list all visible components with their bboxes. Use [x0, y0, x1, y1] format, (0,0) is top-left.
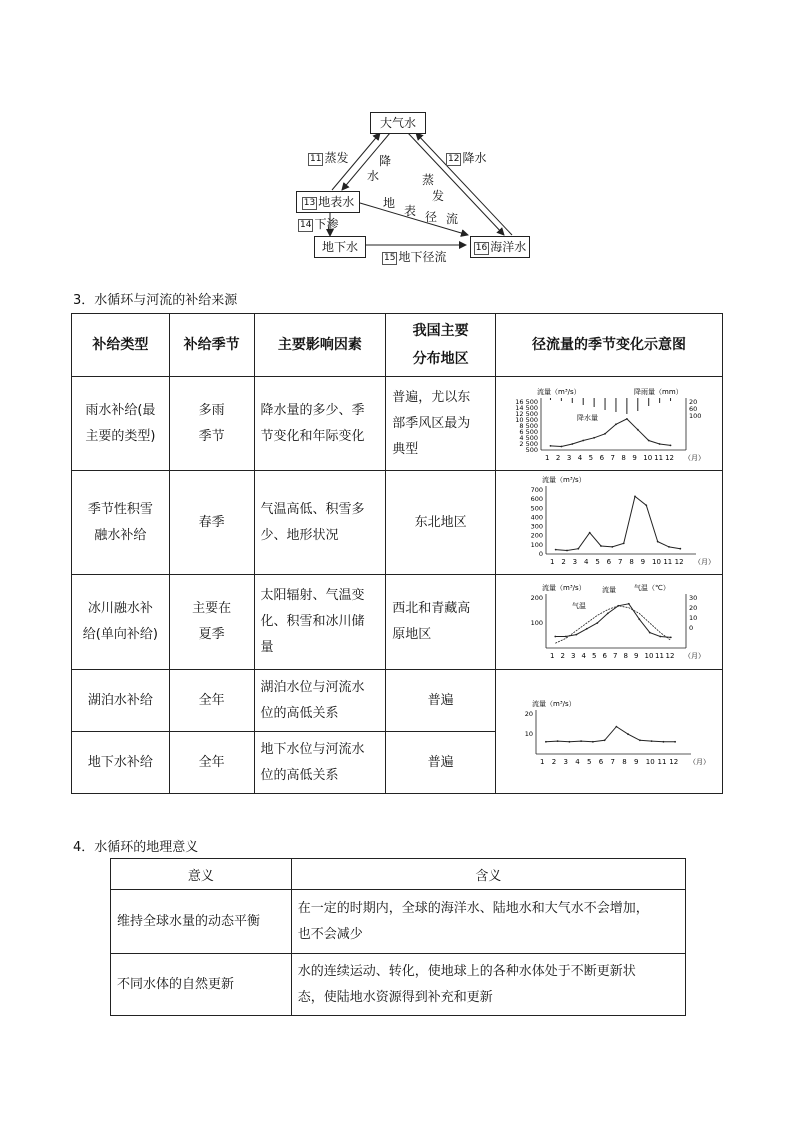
- cell-line: 太阳辐射、气温变: [260, 588, 365, 603]
- y2-tick-label: 60: [688, 404, 698, 413]
- header-recharge-type: 补给类型: [72, 314, 170, 377]
- header-distribution-line2: 分布地区: [412, 351, 469, 367]
- cell-line: 降水量的多少、季: [260, 402, 365, 418]
- cell-line: 冰川融水补: [87, 601, 153, 616]
- cell-line: 气温高低、积雪多: [260, 501, 365, 517]
- cell-line: 多雨: [198, 402, 225, 418]
- cell-line: 地下水位与河流水: [260, 741, 365, 757]
- runoff-point: [645, 504, 647, 506]
- inner-precip-char-1: 降: [379, 154, 392, 168]
- x-tick-label: 12: [665, 453, 674, 462]
- runoff-point: [565, 635, 567, 637]
- x-tick-label: 2: [561, 557, 566, 566]
- y-tick-label: 14 500: [515, 403, 538, 412]
- inner-evap-char-2: 发: [432, 189, 445, 203]
- runoff-point: [593, 436, 595, 438]
- x-tick-label: 8: [621, 453, 626, 462]
- node-ocean-water: [470, 236, 530, 258]
- runoff-point: [634, 495, 636, 497]
- runoff-point: [580, 740, 582, 742]
- y-tick-label: 400: [530, 512, 543, 521]
- runoff-point: [662, 740, 664, 742]
- runoff-point: [607, 612, 609, 614]
- y2-axis-label: 气温（℃）: [633, 583, 670, 592]
- runoff-point: [554, 635, 556, 637]
- header-significance: 意义: [111, 859, 292, 890]
- x-tick-label: 10: [645, 757, 655, 766]
- cell-line: 量: [260, 640, 274, 655]
- runoff-point: [626, 418, 628, 420]
- x-tick-label: 9: [632, 453, 637, 462]
- label-groundwater-flow: [382, 250, 446, 265]
- table3-header-row: [72, 314, 723, 377]
- cell-chart: [495, 575, 722, 670]
- x-tick-label: 12: [674, 557, 684, 566]
- runoff-point: [615, 725, 617, 727]
- y-axis-label: 流量（m³/s）: [541, 583, 586, 592]
- y-tick-label: 12 500: [515, 409, 538, 418]
- node-surface-water: [296, 191, 360, 213]
- y-tick-label: 20: [524, 709, 533, 718]
- cell-factors: [254, 575, 386, 670]
- x-tick-label: 5: [588, 453, 594, 462]
- inner-evap-char-1: 蒸: [422, 173, 435, 187]
- table-row: [72, 670, 723, 732]
- cell-factors: [254, 670, 386, 732]
- label-precipitation: [446, 151, 486, 166]
- runoff-point: [600, 545, 602, 547]
- cell-line: 西北和青藏高: [392, 601, 471, 616]
- runoff-point: [679, 547, 681, 549]
- runoff-point: [596, 622, 598, 624]
- cell-line: 雨水补给(最: [85, 402, 156, 418]
- temp-annotation: 气温: [571, 601, 586, 610]
- cell-type: 湖泊水补给: [72, 670, 170, 732]
- runoff-point: [637, 428, 639, 430]
- x-tick-label: 8: [629, 557, 634, 566]
- runoff-point: [592, 740, 594, 742]
- runoff-point: [648, 439, 650, 441]
- cell-type: [72, 575, 170, 670]
- runoff-point: [659, 443, 661, 445]
- y-tick-label: 10 500: [515, 415, 538, 424]
- snowmelt-recharge-chart: [496, 472, 721, 574]
- node-ocean-label: 海洋水: [490, 240, 527, 254]
- x-tick-label: 12: [665, 651, 675, 660]
- y2-axis-label: 降雨量（mm）: [633, 387, 683, 396]
- cell-line: 典型: [392, 441, 419, 457]
- cell-line: 部季风区最为: [392, 415, 471, 431]
- x-tick-label: 3: [572, 557, 578, 566]
- x-tick-label: 7: [617, 557, 623, 566]
- table-row: [72, 471, 723, 575]
- evaporation-text: 蒸发: [324, 151, 349, 165]
- runoff-series-line: [556, 496, 681, 550]
- cell-factors: [254, 377, 386, 471]
- y-tick-label: 10: [524, 729, 533, 738]
- cell-factors: [254, 732, 386, 794]
- runoff-point: [586, 627, 588, 629]
- x-tick-label: （月）: [683, 651, 705, 660]
- precip-annotation: 降水量: [576, 413, 598, 422]
- x-tick-label: 5: [595, 557, 600, 566]
- node-groundwater-label: 地下水: [321, 240, 358, 254]
- cell-season: 春季: [169, 471, 254, 575]
- cell-line: 水的连续运动、转化，使地球上的各种水体处于不断更新状: [297, 963, 636, 979]
- header-runoff-chart: 径流量的季节变化示意图: [495, 314, 722, 377]
- x-tick-label: 5: [586, 757, 592, 766]
- y2-tick-label: 20: [688, 603, 698, 612]
- runoff-point: [611, 546, 613, 548]
- x-tick-label: 10: [644, 651, 654, 660]
- cell-region: [386, 377, 496, 471]
- runoff-series-line: [546, 726, 675, 741]
- runoff-point: [628, 602, 630, 604]
- cell-type: 地下水补给: [72, 732, 170, 794]
- cell-chart: [495, 377, 722, 471]
- cell-significance: 维持全球水量的动态平衡: [111, 890, 292, 954]
- y-tick-label: 4 500: [519, 433, 538, 442]
- cell-line: 少、地形状况: [260, 527, 339, 543]
- cell-season: [169, 377, 254, 471]
- runoff-point: [555, 548, 557, 550]
- x-tick-label: 12: [669, 757, 679, 766]
- runoff-char-4: 流: [446, 212, 459, 226]
- header-recharge-season: 补给季节: [169, 314, 254, 377]
- cell-line: 也不会减少: [297, 926, 363, 942]
- label-infiltration: [298, 217, 338, 232]
- y2-tick-label: 10: [688, 613, 698, 622]
- x-tick-label: 4: [583, 557, 589, 566]
- y2-tick-label: 100: [688, 411, 702, 420]
- cell-line: 原地区: [392, 627, 432, 642]
- x-tick-label: 1: [539, 757, 545, 766]
- infiltration-text: 下渗: [314, 217, 339, 231]
- runoff-point: [568, 740, 570, 742]
- x-tick-label: 1: [544, 453, 550, 462]
- runoff-point: [566, 549, 568, 551]
- label-evaporation: [308, 151, 348, 166]
- runoff-point: [649, 631, 651, 633]
- runoff-point: [638, 618, 640, 620]
- runoff-point: [577, 547, 579, 549]
- x-tick-label: 8: [623, 651, 628, 660]
- evaporation-number: 11: [310, 154, 322, 164]
- cell-line: 主要在: [192, 601, 232, 616]
- y-tick-label: 16 500: [515, 397, 538, 406]
- runoff-point: [668, 546, 670, 548]
- cell-line: 化、积雪和冰川储: [260, 614, 365, 629]
- header-meaning: 含义: [291, 859, 685, 890]
- runoff-point: [659, 635, 661, 637]
- x-tick-label: 8: [622, 757, 627, 766]
- runoff-point: [670, 444, 672, 446]
- lake-groundwater-recharge-chart: [496, 672, 721, 792]
- y-tick-label: 100: [530, 618, 543, 627]
- y-axis-label: 流量（m³/s）: [541, 475, 586, 484]
- section-3-title: 3．水循环与河流的补给来源: [73, 293, 238, 308]
- cell-region: 普遍: [386, 732, 496, 794]
- table-row: [72, 377, 723, 471]
- table-row: [111, 890, 686, 954]
- cell-line: 季节: [198, 428, 225, 444]
- table-row: [72, 575, 723, 670]
- x-tick-label: 11: [654, 453, 664, 462]
- x-tick-label: 2: [551, 757, 557, 766]
- runoff-point: [604, 739, 606, 741]
- x-tick-label: 4: [581, 651, 586, 660]
- y-tick-label: 700: [530, 485, 543, 494]
- x-tick-label: 9: [640, 557, 646, 566]
- cell-line: 融水补给: [94, 527, 147, 543]
- node-atmospheric-water: [370, 112, 426, 134]
- x-tick-label: 1: [549, 557, 555, 566]
- precipitation-text: 降水: [462, 151, 487, 165]
- x-tick-label: 11: [654, 651, 664, 660]
- runoff-point: [604, 432, 606, 434]
- x-tick-label: （月）: [693, 557, 715, 566]
- cell-factors: [254, 471, 386, 575]
- x-tick-label: 7: [612, 651, 618, 660]
- groundwater-flow-number: 15: [384, 253, 396, 263]
- x-tick-label: 11: [657, 757, 667, 766]
- runoff-series-line: [550, 418, 670, 446]
- cell-meaning: [291, 954, 685, 1016]
- cell-season: 全年: [169, 732, 254, 794]
- runoff-point: [589, 531, 591, 533]
- x-tick-label: 6: [602, 651, 607, 660]
- cell-line: 给(单向补给): [82, 627, 158, 642]
- water-cycle-significance-table: [110, 858, 686, 1016]
- runoff-point: [674, 740, 676, 742]
- x-tick-label: 6: [598, 757, 604, 766]
- runoff-point: [557, 740, 559, 742]
- runoff-point: [639, 739, 641, 741]
- infiltration-number: 14: [300, 220, 312, 230]
- y-tick-label: 500: [530, 503, 543, 512]
- runoff-point: [657, 540, 659, 542]
- node-atmospheric-label: 大气水: [379, 116, 416, 130]
- cell-line: 湖泊水位与河流水: [260, 679, 365, 695]
- water-cycle-diagram: [290, 100, 540, 270]
- x-tick-label: 7: [610, 757, 615, 766]
- x-tick-label: 4: [575, 757, 580, 766]
- ocean-number: 16: [475, 243, 488, 253]
- x-tick-label: 10: [643, 453, 653, 462]
- glacier-recharge-chart: [496, 576, 721, 669]
- x-tick-label: 3: [563, 757, 568, 766]
- x-tick-label: 3: [570, 651, 576, 660]
- cell-line: 主要的类型): [85, 428, 156, 444]
- y2-tick-label: 0: [688, 623, 694, 632]
- x-tick-label: 2: [555, 453, 561, 462]
- cell-type: [72, 377, 170, 471]
- cell-line: 位的高低关系: [260, 705, 339, 721]
- cell-line: 态，使陆地水资源得到补充和更新: [297, 989, 493, 1005]
- cell-chart: [495, 471, 722, 575]
- runoff-point: [670, 636, 672, 638]
- flow-annotation: 流量: [601, 585, 616, 594]
- cell-chart: [495, 670, 722, 794]
- cell-line: 普遍，尤以东: [392, 389, 471, 405]
- section-4-title: 4．水循环的地理意义: [73, 840, 199, 855]
- x-tick-label: （月）: [688, 757, 710, 766]
- x-tick-label: 7: [610, 453, 615, 462]
- runoff-point: [550, 445, 552, 447]
- runoff-point: [615, 423, 617, 425]
- runoff-char-2: 表: [404, 204, 417, 218]
- cell-line: 节变化和年际变化: [260, 428, 365, 444]
- cell-region: 普遍: [386, 670, 496, 732]
- runoff-point: [571, 443, 573, 445]
- y-tick-label: 6 500: [519, 427, 538, 436]
- cell-region: [386, 575, 496, 670]
- y-tick-label: 200: [530, 531, 543, 540]
- x-tick-label: （月）: [683, 453, 705, 462]
- cell-region: 东北地区: [386, 471, 496, 575]
- x-tick-label: 3: [566, 453, 572, 462]
- runoff-point: [582, 439, 584, 441]
- x-tick-label: 2: [560, 651, 565, 660]
- cell-significance: 不同水体的自然更新: [111, 954, 292, 1016]
- x-tick-label: 11: [663, 557, 673, 566]
- y-tick-label: 100: [530, 540, 543, 549]
- x-tick-label: 4: [577, 453, 583, 462]
- y-tick-label: 600: [530, 494, 543, 503]
- table4-header-row: [111, 859, 686, 890]
- river-recharge-table: [71, 313, 723, 794]
- x-tick-label: 1: [549, 651, 555, 660]
- y2-tick-label: 20: [688, 397, 698, 406]
- runoff-point: [651, 740, 653, 742]
- table-row: [111, 954, 686, 1016]
- y2-tick-label: 30: [688, 593, 698, 602]
- node-surface-label: 地表水: [318, 195, 355, 209]
- runoff-point: [575, 633, 577, 635]
- cell-meaning: [291, 890, 685, 954]
- header-distribution-line1: 我国主要: [412, 323, 469, 339]
- y-tick-label: 8 500: [519, 421, 538, 430]
- y-tick-label: 500: [525, 445, 538, 454]
- x-tick-label: 10: [651, 557, 661, 566]
- x-tick-label: 9: [633, 757, 639, 766]
- runoff-point: [560, 445, 562, 447]
- inner-precip-char-2: 水: [367, 169, 380, 183]
- node-groundwater: [314, 236, 366, 258]
- cell-season: [169, 575, 254, 670]
- y-tick-label: 300: [530, 522, 543, 531]
- runoff-point: [627, 733, 629, 735]
- precipitation-number: 12: [448, 154, 460, 164]
- x-tick-label: 9: [633, 651, 639, 660]
- surface-number: 13: [303, 198, 316, 208]
- x-tick-label: 5: [591, 651, 597, 660]
- runoff-point: [623, 542, 625, 544]
- y-tick-label: 0: [538, 549, 543, 558]
- cell-line: 位的高低关系: [260, 767, 339, 783]
- cell-season: 全年: [169, 670, 254, 732]
- cell-line: 夏季: [198, 627, 225, 642]
- header-distribution: [386, 314, 496, 377]
- runoff-char-1: 地: [383, 196, 396, 210]
- header-main-factors: 主要影响因素: [254, 314, 386, 377]
- temperature-line: [555, 605, 671, 642]
- y-axis-label: 流量（m³/s）: [536, 387, 581, 396]
- y-tick-label: 2 500: [519, 439, 538, 448]
- y-tick-label: 200: [530, 593, 543, 602]
- x-tick-label: 6: [606, 557, 612, 566]
- cell-line: 在一定的时期内，全球的海洋水、陆地水和大气水不会增加，: [297, 900, 649, 916]
- groundwater-flow-text: 地下径流: [398, 250, 447, 264]
- runoff-point: [545, 740, 547, 742]
- y-axis-label: 流量（m³/s）: [531, 699, 576, 708]
- cell-type: [72, 471, 170, 575]
- runoff-char-3: 径: [425, 210, 438, 224]
- x-tick-label: 6: [599, 453, 605, 462]
- rain-recharge-chart: [496, 378, 721, 470]
- cell-line: 季节性积雪: [87, 501, 153, 517]
